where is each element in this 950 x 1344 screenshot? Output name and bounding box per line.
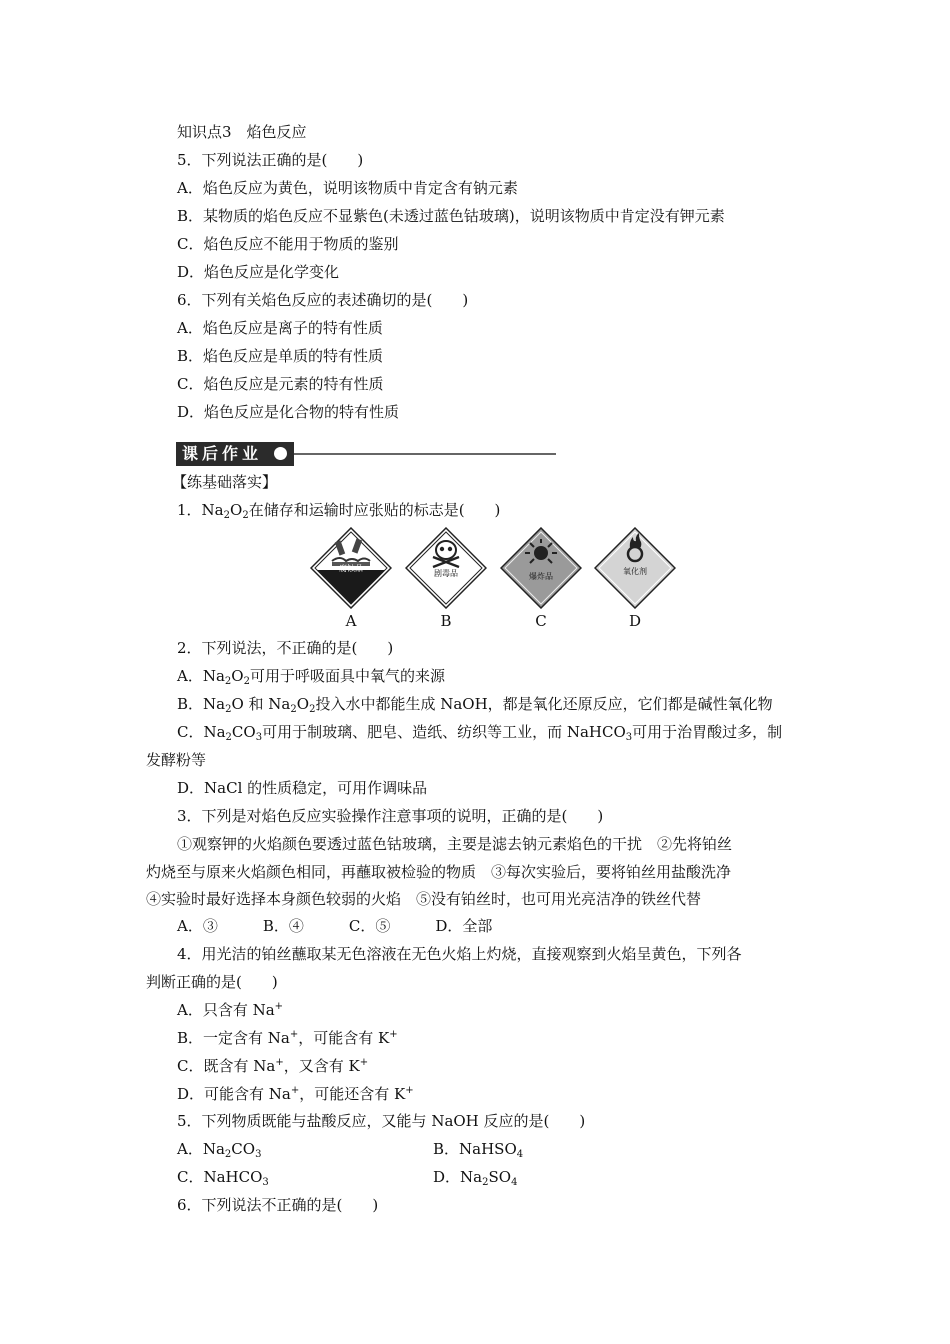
hw2-option-b: B．$Na_2O$ 和 $Na_2O_2$投入水中都能生成 NaOH，都是氧化还原反应，它们都是碱性氧化物 — [177, 695, 773, 715]
hw3-stem: 3．下列是对焰色反应实验操作注意事项的说明，正确的是( ) — [177, 807, 604, 825]
sign-a — [310, 527, 392, 630]
sign-d — [594, 527, 676, 630]
hw2-option-a: A．$Na_2O_2$可用于呼吸面具中氧气的来源 — [177, 667, 445, 687]
q5-option-b: B．某物质的焰色反应不显紫色(未透过蓝色钴玻璃)，说明该物质中肯定没有钾元素 — [177, 207, 725, 225]
banner-box — [176, 442, 294, 466]
hw4-option-b: B．一定含有 Na+，可能含有 K+ — [177, 1029, 398, 1047]
subsection-heading: 【练基础落实】 — [172, 473, 278, 491]
hazard-signs — [310, 527, 680, 631]
hw1-stem: 1．$Na_2O_2$在储存和运输时应张贴的标志是( ) — [177, 501, 501, 521]
sign-a-letter: A — [345, 612, 357, 630]
explosion-icon — [500, 527, 582, 609]
hw4-stem-2: 判断正确的是( ) — [146, 973, 278, 991]
q6-option-c: C．焰色反应是元素的特有性质 — [177, 375, 384, 393]
q6-stem: 6．下列有关焰色反应的表述确切的是( ) — [177, 291, 469, 309]
hw3-line3: ④实验时最好选择本身颜色较弱的火焰 ⑤没有铂丝时，也可用光亮洁净的铁丝代替 — [146, 890, 702, 908]
sign-c-label: 爆炸品 — [529, 572, 553, 581]
sign-d-label: 氧化剂 — [623, 567, 647, 576]
hw5-option-b: B．NaHSO$_4$ — [433, 1140, 524, 1160]
hw5-option-d: D．$Na_2SO_4$ — [433, 1168, 518, 1188]
hw5-option-c: C．NaHCO$_3$ — [177, 1168, 269, 1188]
sign-a-label: 腐蚀品 — [339, 564, 363, 573]
hw6-stem: 6．下列说法不正确的是( ) — [177, 1196, 379, 1214]
q5-option-c: C．焰色反应不能用于物质的鉴别 — [177, 235, 399, 253]
q6-option-b: B．焰色反应是单质的特有性质 — [177, 347, 384, 365]
sign-b-letter: B — [440, 612, 452, 630]
hw3-options: A．③ B．④ C．⑤ D．全部 — [177, 917, 493, 935]
sign-d-letter: D — [628, 612, 642, 630]
section-heading: 知识点3 焰色反应 — [177, 123, 307, 141]
banner-dot-icon — [274, 447, 287, 460]
hw4-option-a: A．只含有 Na+ — [177, 1001, 284, 1019]
q5-option-a: A．焰色反应为黄色，说明该物质中肯定含有钠元素 — [177, 179, 518, 197]
hw3-line1: ①观察钾的火焰颜色要透过蓝色钴玻璃，主要是滤去钠元素焰色的干扰 ②先将铂丝 — [177, 835, 733, 853]
sign-b — [405, 527, 487, 630]
hw4-option-c: C．既含有 Na+，又含有 K+ — [177, 1057, 369, 1075]
q5-option-d: D．焰色反应是化学变化 — [177, 263, 340, 281]
skull-icon — [405, 527, 487, 609]
q6-option-a: A．焰色反应是离子的特有性质 — [177, 319, 383, 337]
q6-option-d: D．焰色反应是化合物的特有性质 — [177, 403, 400, 421]
hw2-stem: 2．下列说法，不正确的是( ) — [177, 639, 394, 657]
sign-b-label: 剧毒品 — [434, 569, 458, 578]
banner-rule — [294, 453, 556, 455]
hw2-option-d: D．NaCl 的性质稳定，可用作调味品 — [177, 779, 428, 797]
banner-title: 课后作业 — [182, 444, 263, 463]
hw5-stem: 5．下列物质既能与盐酸反应，又能与 NaOH 反应的是( ) — [177, 1112, 586, 1130]
hw4-stem-1: 4．用光洁的铂丝蘸取某无色溶液在无色火焰上灼烧，直接观察到火焰呈黄色，下列各 — [177, 945, 742, 963]
hw5-option-a: A．$Na_2CO_3$ — [177, 1140, 262, 1160]
sign-c-letter: C — [535, 612, 547, 630]
sign-c — [500, 527, 582, 630]
hw2-option-c-cont: 发酵粉等 — [146, 751, 207, 769]
hw2-option-c: C．$Na_2CO_3$可用于制玻璃、肥皂、造纸、纺织等工业，而 NaHCO$_3$可用于治胃酸过多，制 — [177, 723, 783, 743]
hw3-line2: 灼烧至与原来火焰颜色相同，再蘸取被检验的物质 ③每次实验后，要将铂丝用盐酸洗净 — [146, 863, 732, 881]
hw4-option-d: D．可能含有 Na+，可能还含有 K+ — [177, 1085, 414, 1103]
q5-stem: 5．下列说法正确的是( ) — [177, 151, 364, 169]
